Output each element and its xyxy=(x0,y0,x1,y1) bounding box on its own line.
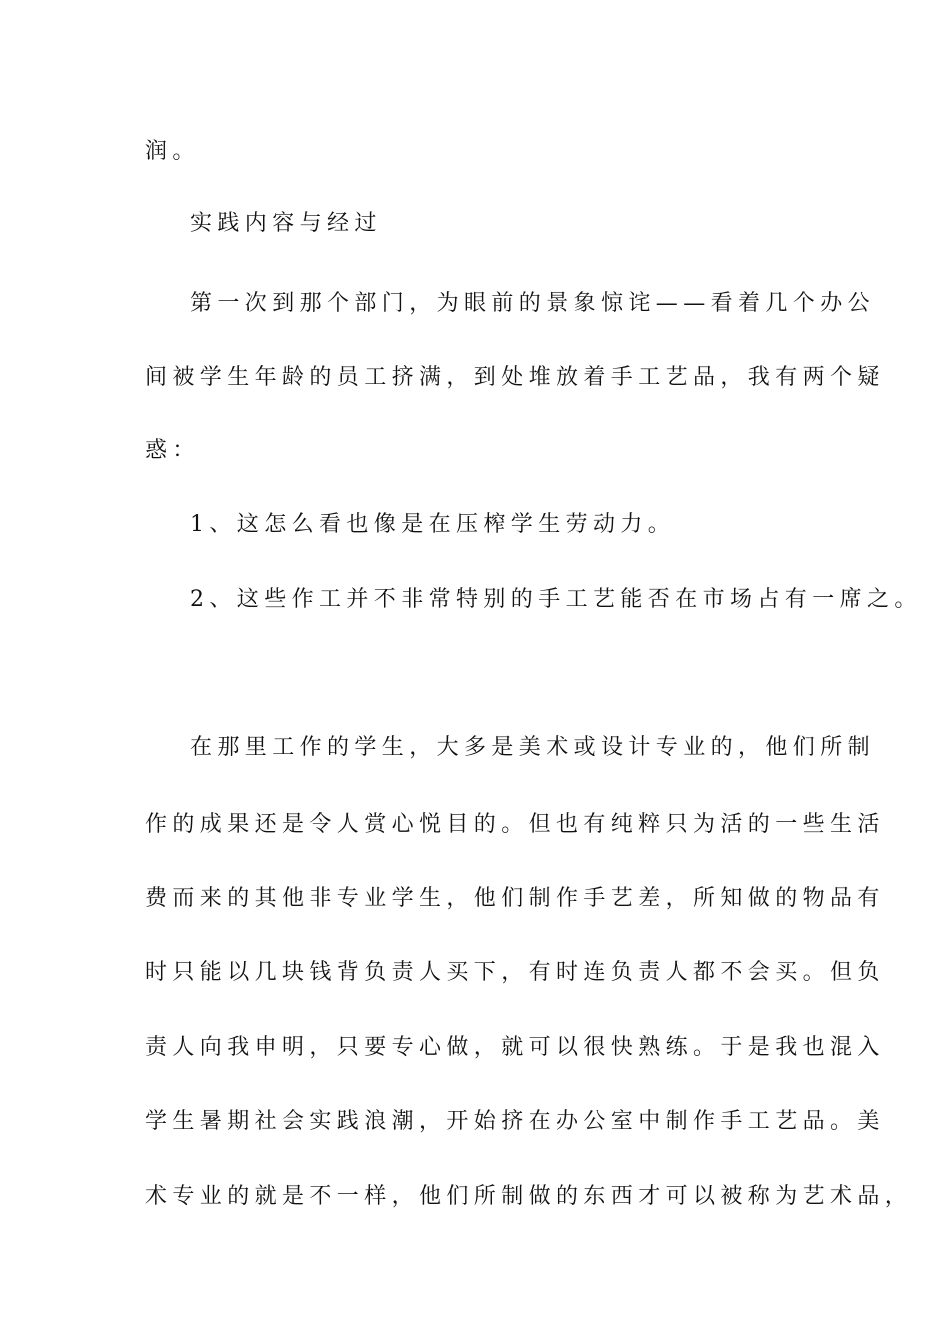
text-line: 责人向我申明，只要专心做，就可以很快熟练。于是我也混入 xyxy=(145,1035,885,1060)
text-line: 学生暑期社会实践浪潮，开始挤在办公室中制作手工艺品。美 xyxy=(145,1109,885,1134)
section-heading: 实践内容与经过 xyxy=(190,211,382,236)
text-line: 时只能以几块钱背负责人买下，有时连负责人都不会买。但负 xyxy=(145,960,885,985)
text-line: 间被学生年龄的员工挤满，到处堆放着手工艺品，我有两个疑 xyxy=(145,365,885,390)
text-line: 第一次到那个部门，为眼前的景象惊诧——看着几个办公 xyxy=(190,291,876,316)
list-item: 1、这怎么看也像是在压榨学生劳动力。 xyxy=(190,512,676,537)
text-line: 在那里工作的学生，大多是美术或设计专业的，他们所制 xyxy=(190,735,876,760)
text-line: 术专业的就是不一样，他们所制做的东西才可以被称为艺术品， xyxy=(145,1184,913,1209)
text-line: 费而来的其他非专业学生，他们制作手艺差，所知做的物品有 xyxy=(145,886,885,911)
text-line: 作的成果还是令人赏心悦目的。但也有纯粹只为活的一些生活 xyxy=(145,812,885,837)
list-item: 2、这些作工并不非常特别的手工艺能否在市场占有一席之。 xyxy=(190,587,922,612)
text-line: 惑： xyxy=(145,438,200,463)
text-line: 润。 xyxy=(145,139,200,164)
